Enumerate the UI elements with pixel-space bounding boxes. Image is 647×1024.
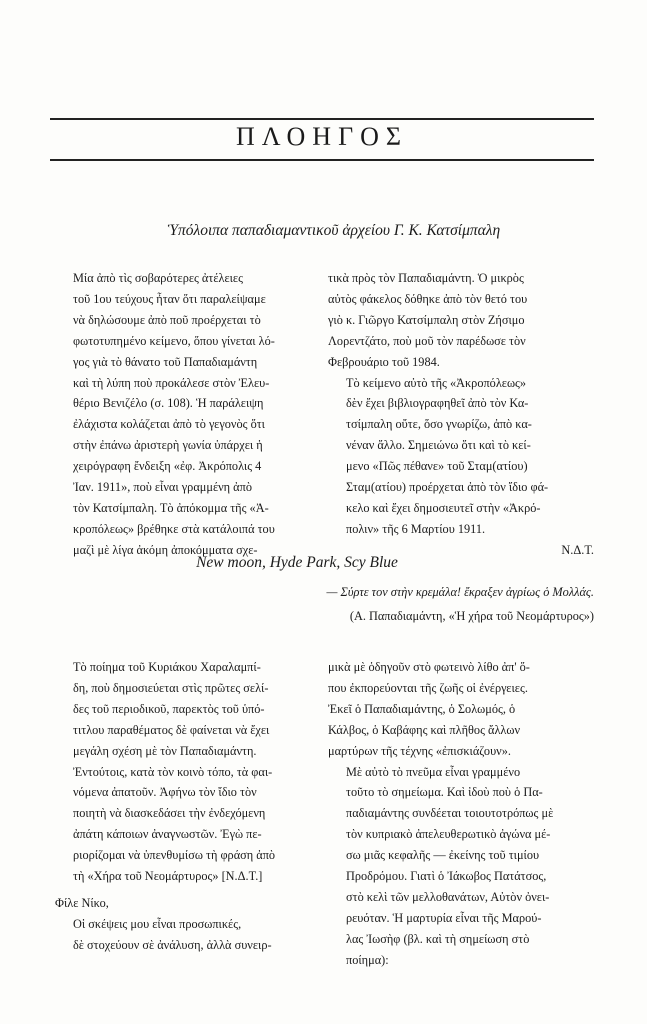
- text-line: Μὲ αὐτὸ τὸ πνεῦμα εἶναι γραμμένο: [346, 764, 521, 779]
- epigraph-quote: — Σύρτε τον στὴν κρεμάλα! ἔκραξεν ἀγρίως ὁ Μολλάς.: [326, 585, 594, 599]
- text-line: γιὸ κ. Γιῶργο Κατσίμπαλη στὸν Ζήσιμο: [328, 312, 525, 327]
- text-line: δες τοῦ περιοδικοῦ, παρεκτὸς τοῦ ὑπό-: [73, 701, 265, 716]
- section2-right-paragraph-2: [328, 762, 594, 971]
- section1-heading: Ὑπόλοιπα παπαδιαμαντικοῦ ἀρχείου Γ. Κ. Κατσίμπαλη: [167, 222, 501, 239]
- text-line: στὸ κελὶ τῶν μελλοθανάτων, Αὐτὸν ὀνει-: [346, 889, 550, 904]
- text-line: κροπόλεως» βρέθηκε στὰ κατάλοιπά του: [73, 521, 275, 536]
- text-line: Κάλβος, ὁ Καβάφης καὶ πλῆθος ἄλλων: [328, 722, 521, 737]
- text-line: νέναν ἄλλο. Σημειώνω ὅτι καὶ τὸ κεί-: [346, 438, 531, 453]
- text-line: Σταμ(ατίου) προέρχεται ἀπὸ τὸν ἴδιο φά-: [346, 480, 549, 495]
- text-line: νόμενα ἀπατοῦν. Ἀφήνω τὸν ἴδιο τὸν: [73, 785, 257, 800]
- text-line: Τὸ κείμενο αὐτὸ τῆς «Ἀκροπόλεως»: [346, 375, 527, 390]
- bottom-rule: [50, 159, 594, 161]
- greeting: Φίλε Νίκο,: [55, 895, 109, 910]
- text-line: Οἱ σκέψεις μου εἶναι προσωπικές,: [73, 916, 242, 931]
- text-line: τιτλου παραθέματος δὲ φαίνεται νὰ ἔχει: [73, 722, 270, 737]
- text-line: τοῦτο τὸ σημείωμα. Καὶ ἰδοὺ ποὺ ὁ Πα-: [346, 785, 543, 800]
- text-line: φωτοτυπημένο κείμενο, ὅπου γίνεται λό-: [73, 333, 275, 348]
- text-line: τὸν κυπριακὸ ἀπελευθερωτικὸ ἀγώνα μέ-: [346, 827, 551, 842]
- text-line: θέριο Βενιζέλο (σ. 108). Ἡ παράλειψη: [73, 396, 264, 411]
- text-line: κελο καὶ ἔχει δημοσιευτεῖ στὴν «Ἀκρό-: [346, 500, 541, 515]
- signature: Ν.Δ.Τ.: [561, 542, 594, 557]
- text-line: παδιαμάντης συνδέεται τοιουτοτρόπως μὲ: [346, 806, 554, 821]
- text-line: σω μιᾶς κεφαλῆς — ἐκείνης τοῦ τιμίου: [346, 848, 540, 863]
- text-line: μικὰ μὲ ὁδηγοῦν στὸ φωτεινὸ λίθο ἀπ' ὅ-: [328, 660, 530, 674]
- text-line: νὰ δηλώσουμε ἀπὸ ποῦ προέρχεται τὸ: [73, 312, 261, 327]
- section1-left-paragraph: [55, 268, 321, 561]
- text-line: δη, ποὺ δημοσιεύεται στὶς πρῶτες σελί-: [73, 680, 269, 695]
- text-line: μαζὶ μὲ λίγα ἀκόμη ἀποκόμματα σχε-: [73, 542, 258, 557]
- section2-left-paragraph-1: [55, 657, 321, 887]
- text-line: Μία ἀπὸ τὶς σοβαρότερες ἀτέλειες: [73, 271, 243, 285]
- text-line: τσίμπαλη οὔτε, ὅσο γνωρίζω, ἀπὸ κα-: [346, 417, 532, 432]
- text-line: δὲ στοχεύουν σὲ ἀνάλυση, ἀλλὰ συνειρ-: [73, 937, 272, 952]
- text-line: χειρόγραφη ἔνδειξη «ἐφ. Ἀκρόπολις 4: [73, 459, 262, 474]
- section1-right-column: [328, 268, 594, 561]
- text-line: ποίημα):: [346, 952, 389, 967]
- section2-left-paragraph-2: [55, 914, 321, 956]
- text-line: λας Ἰωσὴφ (βλ. καὶ τὴ σημείωση στὸ: [346, 931, 530, 946]
- text-line: ποιητὴ νὰ διασκεδάσει τὴν ἐνδεχόμενη: [73, 806, 266, 821]
- text-line: γος γιὰ τὸ θάνατο τοῦ Παπαδιαμάντη: [73, 354, 258, 369]
- text-line: ἐλάχιστα κολάζεται ἀπὸ τὸ γεγονὸς ὅτι: [73, 417, 265, 432]
- epigraph-source: (Α. Παπαδιαμάντη, «Ἡ χήρα τοῦ Νεομάρτυρος»): [349, 609, 594, 623]
- text-line: που ἐκπορεύονται τῆς ζωῆς οἱ ἐνέργειες.: [328, 680, 528, 695]
- text-line: ρευόταν. Ἡ μαρτυρία εἶναι τῆς Μαρού-: [346, 910, 542, 925]
- section1-right-paragraph-2: [328, 373, 594, 540]
- page-title: ΠΛΟΗΓΟΣ: [235, 122, 409, 151]
- section2-right-column: [328, 657, 594, 971]
- text-line: τὴ «Χήρα τοῦ Νεομάρτυρος» [Ν.Δ.Τ.]: [73, 869, 263, 884]
- text-line: Ἐντούτοις, κατὰ τὸν κοινὸ τόπο, τὰ φαι-: [73, 764, 273, 779]
- text-line: τὸν Κατσίμπαλη. Τὸ ἀπόκομμα τῆς «Ἀ-: [73, 500, 269, 515]
- text-line: αὐτὸς φάκελος δόθηκε ἀπὸ τὸν θετό του: [328, 291, 528, 306]
- text-line: Ἐκεῖ ὁ Παπαδιαμάντης, ὁ Σολωμός, ὁ: [328, 701, 516, 716]
- text-line: καὶ τὴ λύπη ποὺ προκάλεσε στὸν Ἐλευ-: [73, 375, 270, 390]
- text-line: ριορίζομαι νὰ ὑπενθυμίσω τὴ φράση ἀπὸ: [73, 848, 276, 863]
- text-line: δὲν ἔχει βιβλιογραφηθεῖ ἀπὸ τὸν Κα-: [346, 396, 529, 411]
- section2-heading: New moon, Hyde Park, Scy Blue: [196, 554, 398, 571]
- text-line: μεγάλη σχέση μὲ τὸν Παπαδιαμάντη.: [73, 743, 257, 758]
- text-line: Ἰαν. 1911», ποὺ εἶναι γραμμένη ἀπὸ: [73, 480, 252, 495]
- text-line: μαρτύρων τῆς τέχνης «ἐπισκιάζουν».: [328, 743, 511, 758]
- text-line: μενο «Πῶς πέθανε» τοῦ Σταμ(ατίου): [346, 459, 528, 474]
- section2-left-column: [55, 657, 321, 956]
- section1-left-column: [55, 268, 321, 561]
- text-line: Φεβρουάριο τοῦ 1984.: [328, 354, 440, 369]
- text-line: πολιν» τῆς 6 Μαρτίου 1911.: [346, 521, 486, 536]
- section2-right-paragraph-1: [328, 657, 594, 762]
- text-line: Προδρόμου. Γιατὶ ὁ Ἰάκωβος Πατάτσος,: [346, 869, 547, 884]
- text-line: ἀπάτη κάποιων ἀναγνωστῶν. Ἐγὼ πε-: [73, 827, 262, 842]
- text-line: Τὸ ποίημα τοῦ Κυριάκου Χαραλαμπί-: [73, 660, 261, 674]
- top-rule: [50, 118, 594, 120]
- text-line: τικὰ πρὸς τὸν Παπαδιαμάντη. Ὁ μικρὸς: [328, 271, 524, 285]
- section1-right-paragraph-1: [328, 268, 594, 373]
- text-line: στὴν ἐπάνω ἀριστερὴ γωνία ὑπάρχει ἡ: [73, 438, 263, 453]
- text-line: τοῦ 1ου τεύχους ἦταν ὅτι παραλείψαμε: [73, 291, 266, 306]
- text-line: Λορεντζάτο, ποὺ μοῦ τὸν παρέδωσε τὸν: [328, 333, 526, 348]
